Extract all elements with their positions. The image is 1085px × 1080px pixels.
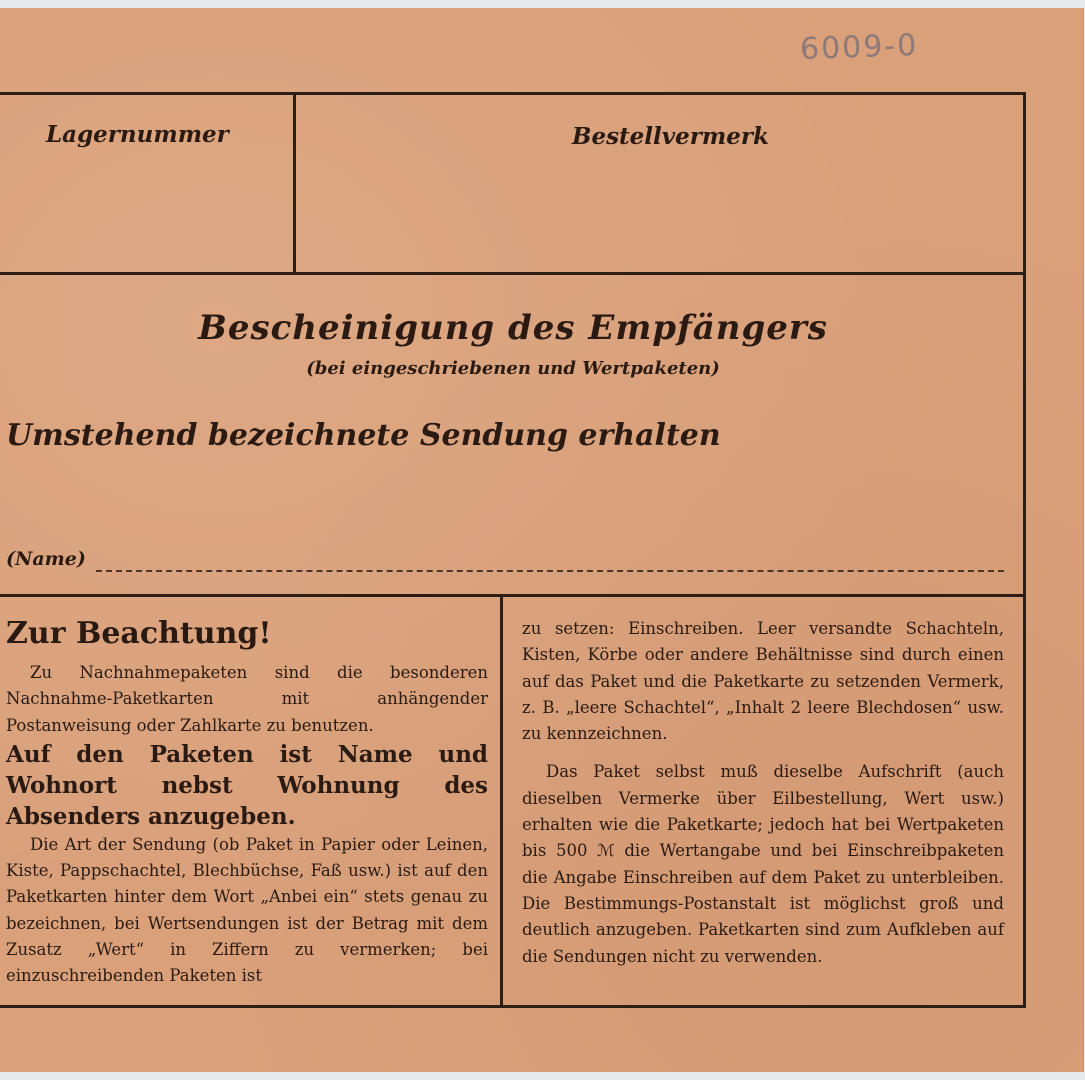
divider-top-vertical xyxy=(293,92,296,274)
certificate-title: Bescheinigung des Empfängers xyxy=(198,308,828,348)
name-line xyxy=(96,570,1004,572)
handwritten-note: 6009-0 xyxy=(799,27,919,68)
receipt-statement: Umstehend bezeichnete Sendung erhalten xyxy=(6,418,721,453)
notice-paragraph-contents: Die Art der Sendung (ob Paket in Papier oder Leinen, Kiste, Pappschachtel, Blechbüchse, Faß usw.) ist auf den Paketkarten hinter dem Wort „Anbei ein“ stets genau zu bezeichnen, bei Wertsendungen ist der Betrag mit dem Zusatz „Wert“ in Ziffern zu vermerken; bei einzuschreibenden Paketen ist xyxy=(6,834,488,986)
name-label: (Name) xyxy=(6,548,86,570)
order-note-label: Bestellvermerk xyxy=(572,123,769,150)
certificate-subtitle: (bei eingeschriebenen und Wertpaketen) xyxy=(306,358,720,379)
notice-paragraph-labeling: Das Paket selbst muß dieselbe Aufschrift (auch dieselben Vermerke über Eilbestellung, Wert usw.) erhalten wie die Paketkarte; jedoch hat bei Wertpaketen bis 500 ℳ die Wertangabe und bei Einschreibpaketen die Angabe Einschreiben auf dem Paket zu unterbleiben. Die Bestimmungs-Postanstalt ist möglichst groß und deutlich anzugeben. Paketkarten sind zum Aufkleben auf die Sendungen nicht zu verwenden. xyxy=(522,762,1004,966)
notice-heading: Zur Beachtung! xyxy=(6,616,272,651)
parcel-card-back xyxy=(0,8,1084,1072)
notice-paragraph-cod: Zu Nachnahmepaketen sind die besonderen Nachnahme-Paketkarten mit anhängender Postanweisung oder Zahlkarte zu benutzen. xyxy=(6,663,488,735)
notice-right-column xyxy=(522,616,1004,970)
divider-certificate xyxy=(0,594,1026,597)
notice-sender-emphasis: Auf den Paketen ist Name und Wohnort nebst Wohnung des Absenders anzugeben. xyxy=(6,740,488,830)
notice-left-column xyxy=(6,660,488,990)
divider-notice-vertical xyxy=(500,596,503,1008)
notice-paragraph-empty-containers: zu setzen: Einschreiben. Leer versandte Schachteln, Kisten, Körbe oder andere Behältnisse sind durch einen auf das Paket und die Paketkarte zu setzenden Vermerk, z. B. „leere Schachtel“, „Inhalt 2 leere Blechdosen“ usw. zu kennzeichnen. xyxy=(522,619,1004,744)
divider-top-box xyxy=(0,272,1026,275)
storage-number-label: Lagernummer xyxy=(46,121,229,148)
